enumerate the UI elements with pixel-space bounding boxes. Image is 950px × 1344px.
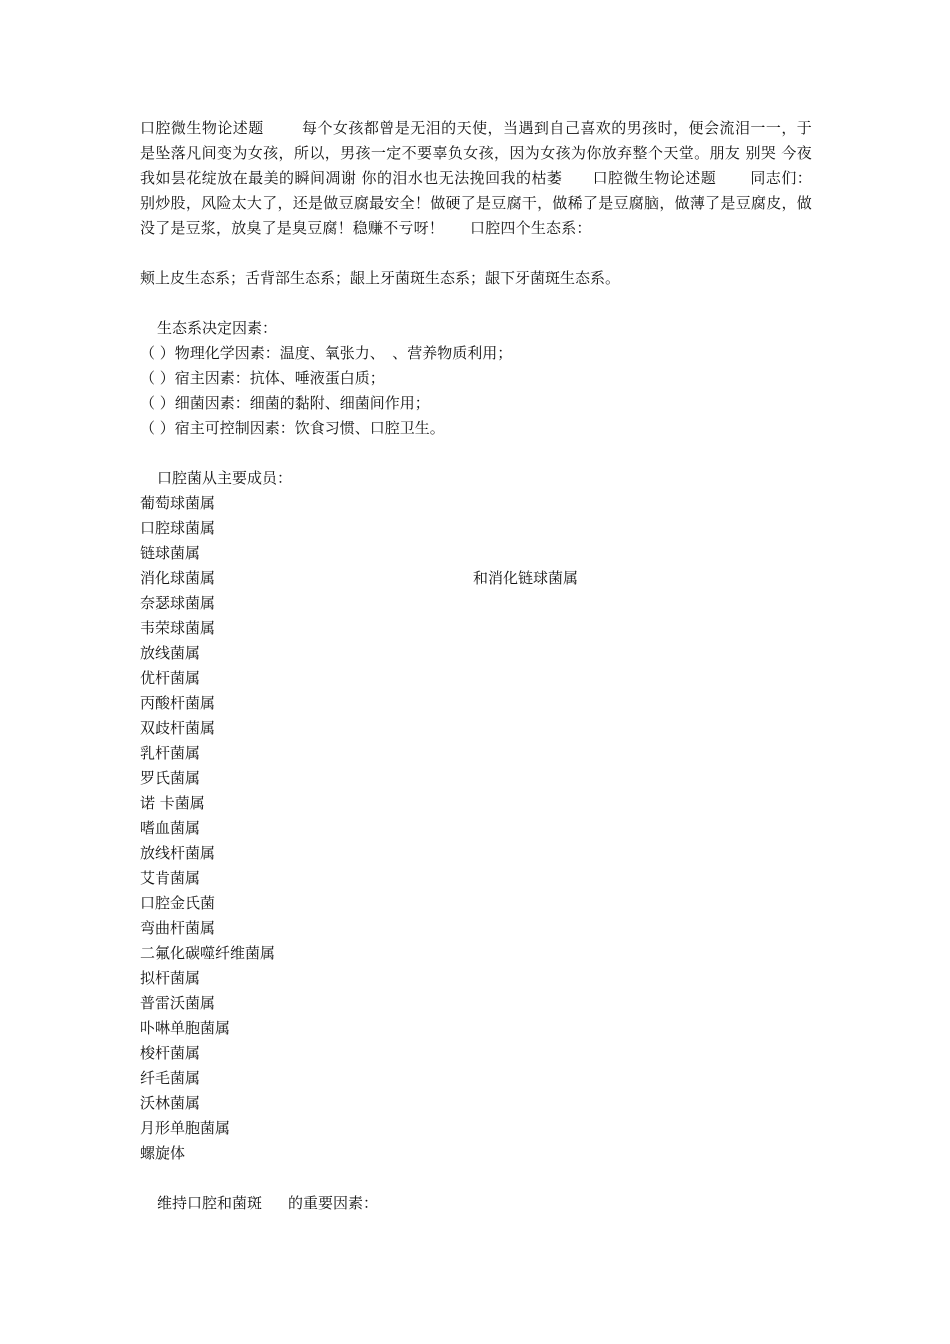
bacteria-item: 弯曲杆菌属 [140,919,216,937]
bacteria-item: 乳杆菌属 [140,744,201,762]
bacteria-item: 丙酸杆菌属 [140,694,216,712]
bacteria-item: 放线菌属 [140,644,201,662]
filler-text-tofu: 同志们：别炒股，风险太大了，还是做豆腐最安全！做硬了是豆腐干，做稀了是豆腐脑，做薄了是豆腐皮，做没了是豆浆，放臭了是臭豆腐！稳赚不亏呀！ [140,169,812,237]
bacteria-item: 二氟化碳噬纤维菌属 [140,944,276,962]
doc-title: 口腔微生物论述题 [140,119,264,137]
bacteria-item [140,566,820,591]
factor-item: （ ）细菌因素：细菌的黏附、细菌间作用； [140,394,430,412]
bacteria-item: 梭杆菌属 [140,1044,201,1062]
bacteria-item: 沃林菌属 [140,1094,201,1112]
bacteria-item: 普雷沃菌属 [140,994,216,1012]
bacteria-item: 拟杆菌属 [140,969,201,987]
intro-paragraph [140,116,812,241]
bacteria-item: 螺旋体 [140,1144,186,1162]
bacteria-item: 放线杆菌属 [140,844,216,862]
closing-heading-part2: 的重要因素： [288,1194,379,1212]
bacteria-item: 葡萄球菌属 [140,494,216,512]
factor-item: （ ）物理化学因素：温度、氧张力、 、营养物质利用； [140,344,513,362]
bacteria-item: 口腔金氏菌 [140,894,216,912]
bacteria-item: 罗氏菌属 [140,769,201,787]
bacteria-item: 韦荣球菌属 [140,619,216,637]
bacteria-item: 月形单胞菌属 [140,1119,231,1137]
bacteria-item-label: 消化球菌属 [140,569,216,587]
bacteria-item: 双歧杆菌属 [140,719,216,737]
factor-item: （ ）宿主可控制因素：饮食习惯、口腔卫生。 [140,419,445,437]
bacteria-item: 嗜血菌属 [140,819,201,837]
filler-text-angel: 每个女孩都曾是无泪的天使，当遇到自己喜欢的男孩时，便会流泪一一，于是坠落凡间变为女孩，所以，男孩一定不要辜负女孩，因为女孩为你放弃整个天堂。朋友 别哭 今夜我如昙花绽放在最美的瞬间凋谢 你的泪水也无法挽回我的枯萎 [140,119,812,187]
bacteria-item: 口腔球菌属 [140,519,216,537]
bacteria-item: 优杆菌属 [140,669,201,687]
bacteria-heading: 口腔菌从主要成员： [157,469,293,487]
closing-heading-part1: 维持口腔和菌斑 [157,1194,263,1212]
closing-heading [157,1191,378,1216]
bacteria-item-extra: 和消化链球菌属 [473,569,579,587]
bacteria-item: 诺 卡菌属 [140,794,205,812]
ecosystem-heading: 口腔四个生态系： [470,219,592,237]
bacteria-item: 纤毛菌属 [140,1069,201,1087]
bacteria-item: 链球菌属 [140,544,201,562]
bacteria-item: 卟啉单胞菌属 [140,1019,231,1037]
bacteria-item: 艾肯菌属 [140,869,201,887]
doc-title-repeat: 口腔微生物论述题 [592,169,717,187]
ecosystem-list: 颊上皮生态系；舌背部生态系；龈上牙菌斑生态系；龈下牙菌斑生态系。 [140,269,621,287]
factors-heading: 生态系决定因素： [157,319,278,337]
bacteria-item: 奈瑟球菌属 [140,594,216,612]
factor-item: （ ）宿主因素：抗体、唾液蛋白质； [140,369,385,387]
